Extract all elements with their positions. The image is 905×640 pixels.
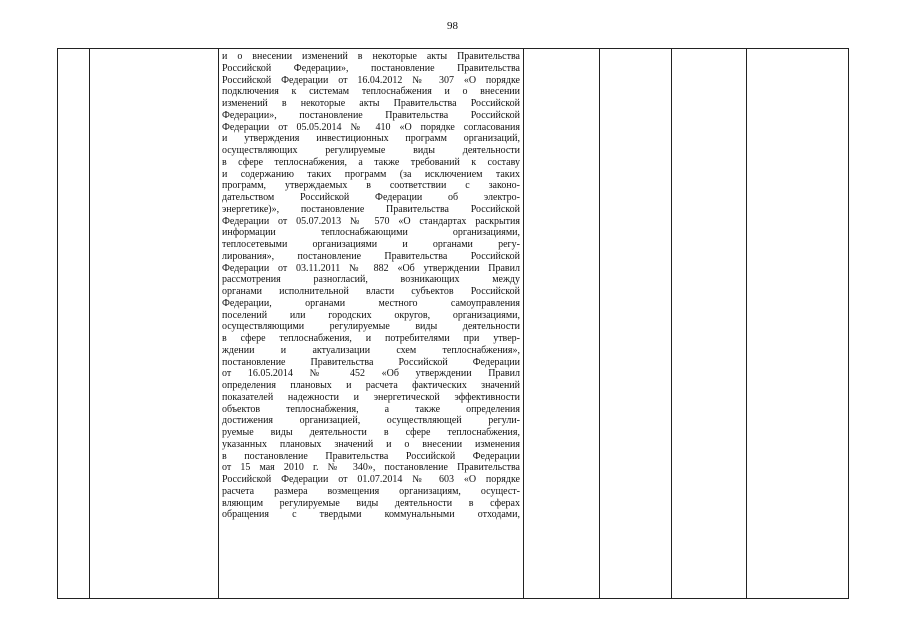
page-number: 98 bbox=[447, 20, 458, 32]
table-cell-col7 bbox=[747, 49, 849, 599]
text-line: изменений в некоторые акты Правительства Российской bbox=[222, 98, 520, 109]
text-line: осуществляющих регулируемые виды деятельности bbox=[222, 145, 520, 156]
document-table bbox=[57, 48, 849, 599]
text-line: показателей надежности и энергетической эффективности bbox=[222, 391, 520, 403]
table-cell-text bbox=[219, 49, 524, 599]
text-line: в сфере теплоснабжения, и потребителями при утвер- bbox=[222, 333, 520, 344]
text-line: в сфере теплоснабжения, а также требований к составу bbox=[222, 156, 520, 168]
text-line: в постановление Правительства Российской Федерации bbox=[222, 450, 520, 462]
text-line: и утверждения инвестиционных программ организаций, bbox=[222, 133, 520, 145]
table-cell-col2 bbox=[90, 49, 219, 599]
text-line: Федерации от 05.07.2013 № 570 «О стандартах раскрытия bbox=[222, 215, 520, 227]
text-line: лирования», постановление Правительства Российской bbox=[222, 250, 520, 262]
text-line: Федерации, органами местного самоуправления bbox=[222, 297, 520, 309]
text-line: руемые виды деятельности в сфере теплоснабжения, bbox=[222, 427, 520, 438]
text-line: обращения с твердыми коммунальными отходами, bbox=[222, 509, 520, 521]
text-block bbox=[222, 51, 520, 521]
text-line: органами исполнительной власти субъектов Российской bbox=[222, 286, 520, 297]
text-line: постановление Правительства Российской Федерации bbox=[222, 356, 520, 368]
text-line: Федерации от 05.05.2014 № 410 «О порядке согласования bbox=[222, 121, 520, 133]
text-line: и содержанию таких программ (за исключением таких bbox=[222, 168, 520, 180]
text-line: Российской Федерации», постановление Правительства bbox=[222, 62, 520, 74]
text-line: программ, утверждаемых в соответствии с законо- bbox=[222, 180, 520, 192]
text-line: расчета размера возмещения организациям, осущест- bbox=[222, 485, 520, 497]
text-line: определения плановых и расчета фактических значений bbox=[222, 380, 520, 391]
table-row bbox=[58, 49, 849, 599]
text-line: вляющим регулируемые виды деятельности в сферах bbox=[222, 497, 520, 509]
text-line: объектов теплоснабжения, а также определения bbox=[222, 403, 520, 415]
table-cell-col6 bbox=[672, 49, 747, 599]
text-line: теплосетевыми организациями и органами регу- bbox=[222, 239, 520, 250]
text-line: энергетике)», постановление Правительства Российской bbox=[222, 203, 520, 215]
text-line: поселений или городских округов, организациями, bbox=[222, 309, 520, 321]
text-line: информации теплоснабжающими организациями, bbox=[222, 227, 520, 239]
text-line: рассмотрения разногласий, возникающих между bbox=[222, 274, 520, 286]
text-line: Российской Федерации от 16.04.2012 № 307 «О порядке bbox=[222, 74, 520, 86]
text-line: от 16.05.2014 № 452 «Об утверждении Правил bbox=[222, 368, 520, 380]
text-line: подключения к системам теплоснабжения и о внесении bbox=[222, 86, 520, 98]
table-cell-col5 bbox=[600, 49, 672, 599]
text-line: указанных плановых значений и о внесении изменения bbox=[222, 438, 520, 450]
text-line: ждении и актуализации схем теплоснабжения», bbox=[222, 344, 520, 356]
text-line: Российской Федерации от 01.07.2014 № 603 «О порядке bbox=[222, 474, 520, 485]
table-cell-col1 bbox=[58, 49, 90, 599]
text-line: осуществляющими регулируемые виды деятельности bbox=[222, 321, 520, 333]
text-line: достижения организацией, осуществляющей регули- bbox=[222, 415, 520, 427]
table-cell-col4 bbox=[524, 49, 600, 599]
text-line: дательством Российской Федерации об электро- bbox=[222, 192, 520, 203]
text-line: от 15 мая 2010 г. № 340», постановление Правительства bbox=[222, 462, 520, 474]
text-line: Федерации от 03.11.2011 № 882 «Об утверждении Правил bbox=[222, 262, 520, 274]
text-line: Федерации», постановление Правительства Российской bbox=[222, 109, 520, 121]
text-line: и о внесении изменений в некоторые акты Правительства bbox=[222, 51, 520, 62]
